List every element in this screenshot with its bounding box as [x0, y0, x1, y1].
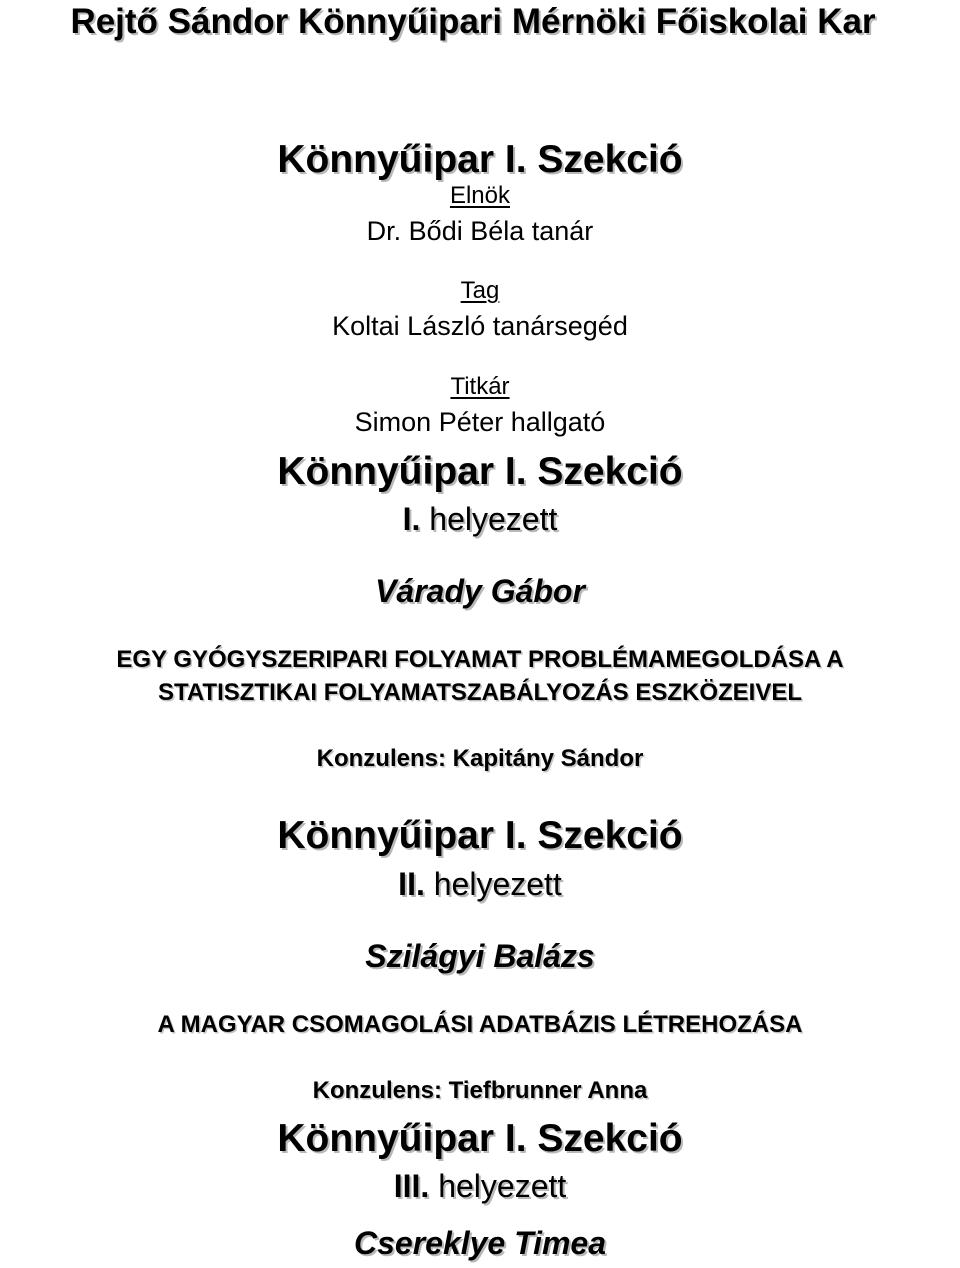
member-name: Koltai László tanársegéd: [332, 311, 628, 341]
placement-2-rank-roman: II.: [398, 866, 425, 902]
placement-1-rank-word: helyezett: [429, 501, 558, 537]
placement-2-student-name: Szilágyi Balázs: [365, 938, 595, 974]
placement-2-rank-word: helyezett: [433, 866, 562, 902]
placement-1-rank: [0, 503, 960, 535]
placement-3-rank-roman: III.: [393, 1168, 430, 1204]
secretary-name: Simon Péter hallgató: [354, 407, 606, 437]
placement-2-section-title: Könnyűipar I. Szekció: [277, 814, 683, 857]
placement-1-thesis-line-2: STATISZTIKAI FOLYAMATSZABÁLYOZÁS ESZKÖZEIVEL: [157, 679, 803, 706]
member-label: Tag: [460, 277, 500, 304]
page-title: Rejtő Sándor Könnyűipari Mérnöki Főiskolai Kar: [70, 2, 876, 41]
placement-2-rank: [0, 868, 960, 900]
placement-1-thesis-line-1: EGY GYÓGYSZERIPARI FOLYAMAT PROBLÉMAMEGOLDÁSA A: [116, 646, 844, 673]
committee-section-title: Könnyűipar I. Szekció: [277, 138, 683, 181]
placement-3-rank: [0, 1170, 960, 1202]
placement-2-thesis-line-1: A MAGYAR CSOMAGOLÁSI ADATBÁZIS LÉTREHOZÁSA: [157, 1011, 803, 1038]
chair-label: Elnök: [449, 182, 511, 209]
placement-1-section-title: Könnyűipar I. Szekció: [277, 450, 683, 493]
placement-3-student-name: Csereklye Timea: [353, 1225, 607, 1261]
placement-1-supervisor: Konzulens: Kapitány Sándor: [316, 745, 644, 772]
placement-3-rank-word: helyezett: [438, 1168, 567, 1204]
placement-1-student-name: Várady Gábor: [375, 573, 585, 609]
placement-1-rank-roman: I.: [402, 501, 421, 537]
placement-3-section-title: Könnyűipar I. Szekció: [277, 1117, 683, 1160]
secretary-label: Titkár: [450, 373, 510, 400]
chair-name: Dr. Bődi Béla tanár: [366, 216, 594, 246]
placement-2-supervisor: Konzulens: Tiefbrunner Anna: [312, 1077, 648, 1104]
